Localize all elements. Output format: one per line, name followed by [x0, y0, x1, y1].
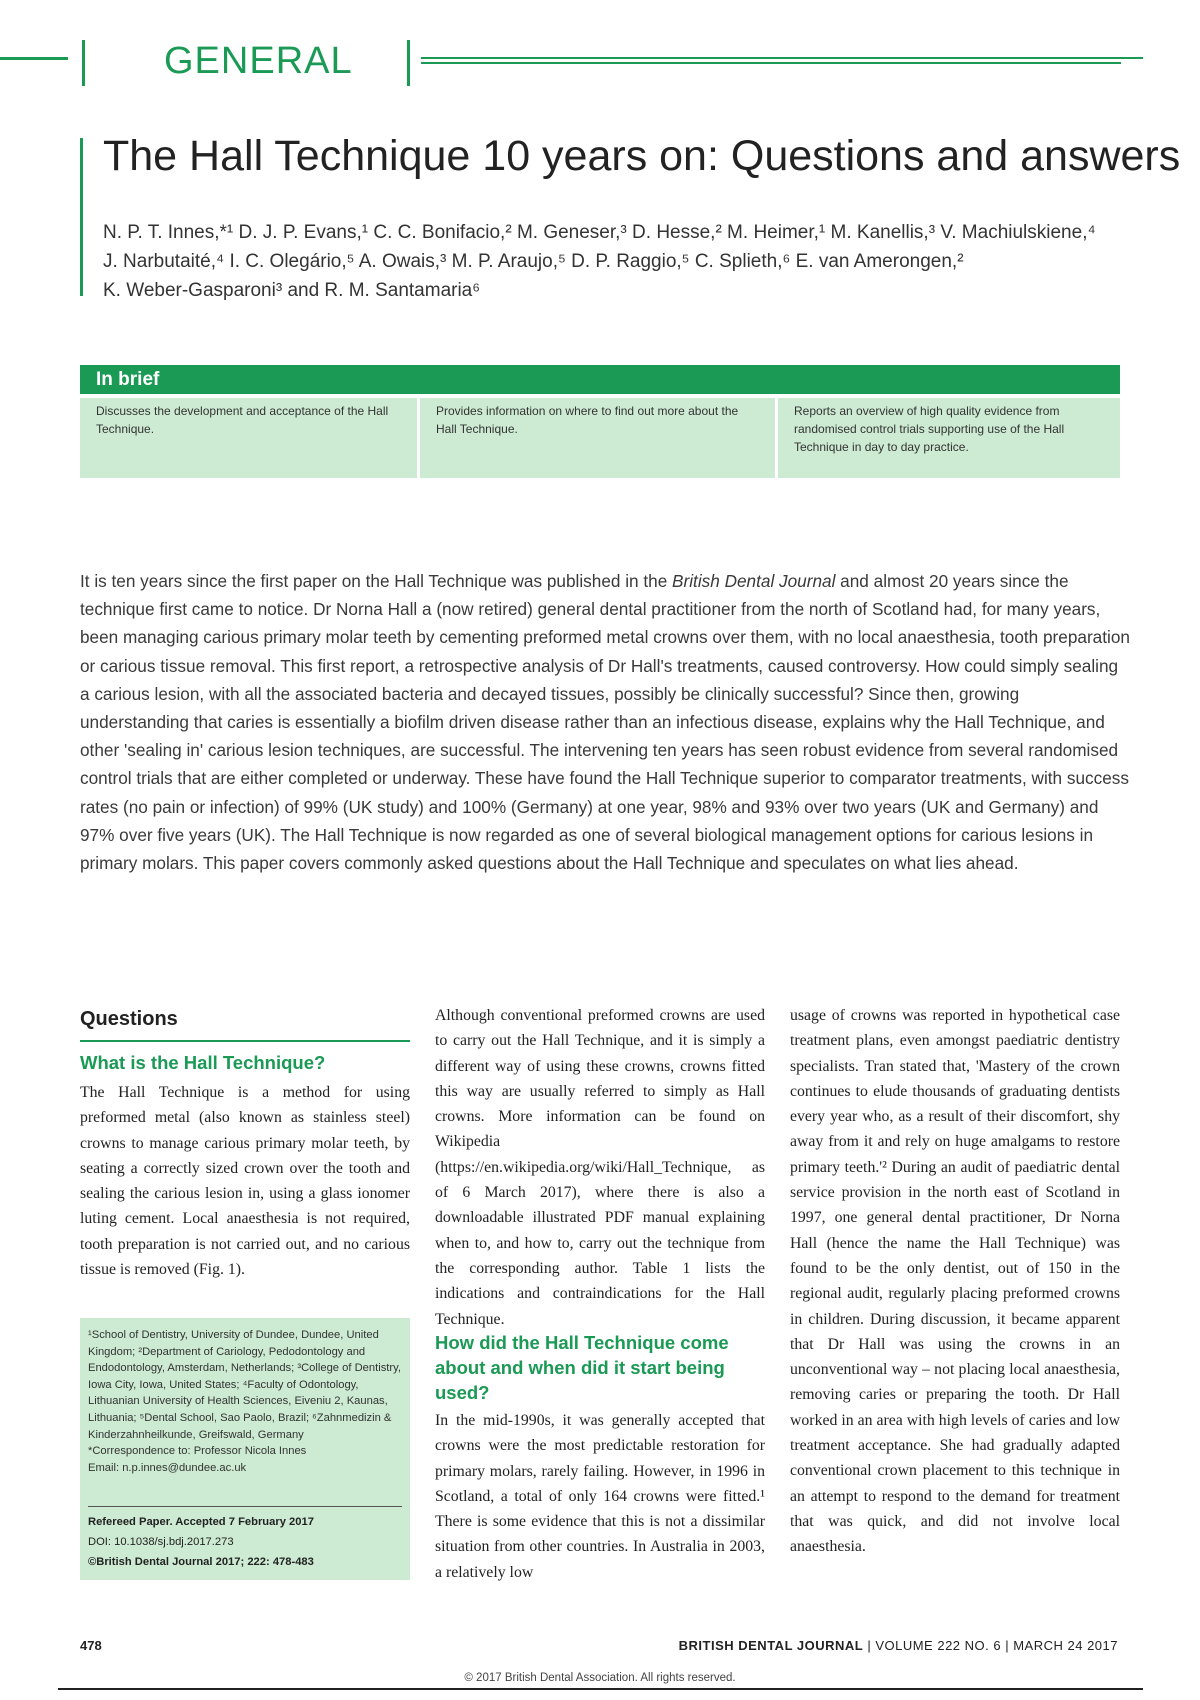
section-label: GENERAL — [164, 40, 353, 82]
body-paragraph: usage of crowns was reported in hypothetical case treatment plans, even amongst paediatric dentistry specialists. Tran stated that, 'Mastery of the crown continues to elude thousands of graduating dentists every year who, as a result of their discomfort, shy away from it and rely on huge amalgams to restore primary teeth.'² During an audit of paediatric dental service provision in the north east of Scotland in 1997, one general dental practitioner, Dr Norna Hall (hence the name the Hall Technique) was found to be the only dentist, out of 150 in the regional audit, regularly placing preformed crowns in children. During discussion, it became apparent that Dr Hall was using the crowns in an unconventional way – not placing local anaesthesia, removing caries or preparing the tooth. Dr Hall worked in an area with high levels of caries and low treatment acceptance. She had gradually adapted conventional crown placement to this technique in an attempt to respond to the demand for treatment that was quick, and did not involve local anaesthesia. — [790, 1007, 1120, 1556]
in-brief-item: Reports an overview of high quality evidence from randomised control trials supporting use of the Hall Technique in day to day practice. — [778, 398, 1120, 478]
page-number: 478 — [80, 1638, 102, 1653]
abstract: It is ten years since the first paper on the Hall Technique was published in the British Dental Journal and almost 20 years since the technique first came to notice. Dr Norna Hall a (now retired) general dental practitioner from the north of Scotland had, for many years, been managing carious primary molar teeth by cementing preformed metal crowns over them, with no local anaesthesia, tooth preparation or carious tissue removal. This first report, a retrospective analysis of Dr Hall's treatments, caused controversy. How could simply sealing a carious lesion, with all the associated bacteria and decayed tissues, possibly be clinically successful? Since then, growing understanding that caries is essentially a biofilm driven disease rather than an infectious disease, explains why the Hall Technique, and other 'sealing in' carious lesion techniques, are successful. The intervening ten years has seen robust evidence from several randomised control trials that are either completed or underway. These have found the Hall Technique superior to comparator treatments, with success rates (no pain or infection) of 99% (UK study) and 100% (Germany) at one year, 98% and 93% over two years (UK and Germany) and 97% over five years (UK). The Hall Technique is now regarded as one of several biological management options for carious lesions in primary molars. This paper covers commonly asked questions about the Hall Technique and speculates on what lies ahead. — [80, 571, 1130, 874]
copyright: © 2017 British Dental Association. All rights reserved. — [464, 1672, 736, 1684]
body-paragraph: The Hall Technique is a method for using preformed metal (also known as stainless steel) crowns to manage carious primary molar teeth, by seating a correctly sized crown over the tooth and sealing the carious lesion in, using a glass ionomer luting cement. Local anaesthesia is not required, tooth preparation is not carried out, and no carious tissue is removed (Fig. 1). — [80, 1084, 410, 1279]
journal-name-italic: British Dental Journal — [672, 571, 836, 591]
header-rule-left — [0, 57, 68, 60]
refereed-note: Refereed Paper. Accepted 7 February 2017 — [88, 1516, 314, 1528]
affiliations-rule — [88, 1506, 402, 1507]
header-rule-right — [421, 57, 1143, 59]
title-accent-bar — [80, 138, 83, 296]
in-brief-item: Provides information on where to find out more about the Hall Technique. — [420, 398, 775, 478]
footer-rule — [58, 1688, 1143, 1690]
affiliations-text: ¹School of Dentistry, University of Dundee, Dundee, United Kingdom; ²Department of Cariology, Pedodontology and Endodontology, Amsterdam, Netherlands; ³College of Dentistry, Iowa City, Iowa, United States; ⁴Faculty of Odontology, Lithuanian University of Health Sciences, Eiveniu 2, Kaunas, Lithuania; ⁵Dental School, Sao Paolo, Brazil; ⁶Zahnmedizin & Kinderzahnheilkunde, Greifswald, Germany — [88, 1329, 401, 1441]
subheading-how-did: How did the Hall Technique come about and when did it start being used? — [435, 1332, 729, 1403]
body-paragraph: In the mid-1990s, it was generally accepted that crowns were the most predictable restoration for primary molars, rarely failing. However, in 1996 in Scotland, a total of only 164 crowns were fitted.¹ There is some evidence that this is not a dissimilar situation from other countries. In Australia in 2003, a relatively low — [435, 1412, 765, 1581]
in-brief-item: Discusses the development and acceptance of the Hall Technique. — [80, 398, 417, 478]
header-divider-left — [82, 40, 85, 86]
publication-info — [88, 1512, 402, 1572]
subheading-what-is: What is the Hall Technique? — [80, 1052, 326, 1073]
correspondence-email: Email: n.p.innes@dundee.ac.uk — [88, 1461, 247, 1474]
journal-footer: BRITISH DENTAL JOURNAL | VOLUME 222 NO. 6 | MARCH 24 2017 — [678, 1638, 1118, 1653]
doi: DOI: 10.1038/sj.bdj.2017.273 — [88, 1536, 234, 1548]
correspondence: *Correspondence to: Professor Nicola Innes — [88, 1445, 307, 1458]
author-line: K. Weber-Gasparoni³ and R. M. Santamaria⁶ — [103, 280, 481, 301]
header-divider-right — [407, 40, 410, 86]
author-line: N. P. T. Innes,*¹ D. J. P. Evans,¹ C. C. Bonifacio,² M. Geneser,³ D. Hesse,² M. Heimer,¹ M. Kanellis,³ V. Machiulskiene,⁴ — [103, 222, 1096, 243]
questions-rule — [80, 1040, 410, 1042]
author-line: J. Narbutaité,⁴ I. C. Olegário,⁵ A. Owais,³ M. P. Araujo,⁵ D. P. Raggio,⁵ C. Splieth,⁶ E. van Amerongen,² — [103, 251, 964, 272]
body-paragraph: Although conventional preformed crowns are used to carry out the Hall Technique, and it is simply a different way of using these crowns, crowns fitted this way are usually referred to simply as Hall crowns. More information can be found on Wikipedia (https://en.wikipedia.org/wiki/Hall_Technique, as of 6 March 2017), where there is also a downloadable illustrated PDF manual explaining when to, and how to, carry out the technique from the corresponding author. Table 1 lists the indications and contraindications for the Hall Technique. — [435, 1007, 765, 1328]
article-title: The Hall Technique 10 years on: Questions and answers — [103, 132, 1181, 180]
author-list — [103, 218, 1113, 305]
header-rule-right-2 — [421, 62, 1121, 64]
in-brief-heading: In brief — [80, 365, 1120, 394]
citation: ©British Dental Journal 2017; 222: 478-483 — [88, 1556, 314, 1568]
questions-heading: Questions — [80, 1008, 178, 1030]
